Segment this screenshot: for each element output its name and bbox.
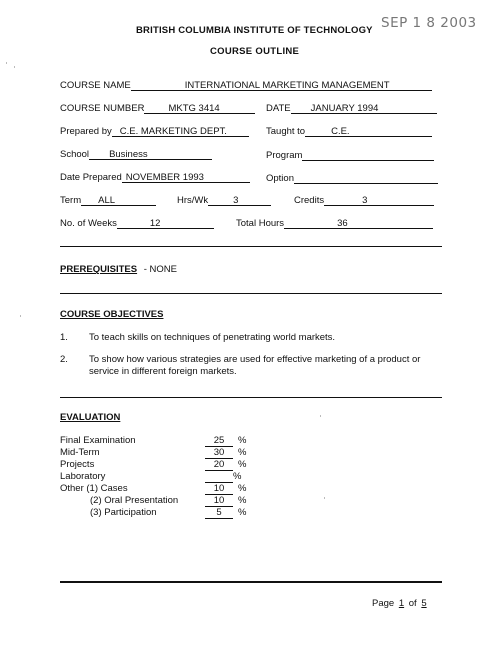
evaluation-value: 5 xyxy=(205,507,233,519)
program-label: Program xyxy=(266,150,303,161)
total-hours-label: Total Hours xyxy=(236,218,285,229)
date-prepared-row xyxy=(60,172,250,183)
page-total: 5 xyxy=(421,598,427,609)
institution-name: BRITISH COLUMBIA INSTITUTE OF TECHNOLOGY xyxy=(136,25,373,36)
taught-to-row xyxy=(266,126,432,137)
divider-4 xyxy=(60,581,442,583)
hrs-wk-row xyxy=(177,195,271,206)
evaluation-unit: % xyxy=(238,495,247,506)
objective-number: 2. xyxy=(60,354,68,365)
date-prepared-label: Date Prepared xyxy=(60,172,122,183)
evaluation-unit: % xyxy=(238,507,247,518)
date-prepared-value: NOVEMBER 1993 xyxy=(122,172,250,183)
divider-2 xyxy=(60,293,442,294)
option-row xyxy=(266,172,438,184)
date-stamp: SEP 1 8 2003 xyxy=(381,15,477,31)
term-label: Term xyxy=(60,195,82,206)
evaluation-value: 30 xyxy=(205,447,233,459)
objective-text: To show how various strategies are used for effective marketing of a product or service in different foreign markets. xyxy=(89,354,421,377)
objectives-heading: COURSE OBJECTIVES xyxy=(60,309,164,320)
objective-item xyxy=(60,332,68,343)
evaluation-heading: EVALUATION xyxy=(60,412,121,423)
total-hours-row xyxy=(236,218,433,229)
weeks-value: 12 xyxy=(117,218,214,229)
evaluation-unit: % xyxy=(238,459,247,470)
weeks-label: No. of Weeks xyxy=(60,218,117,229)
page-current: 1 xyxy=(398,598,405,609)
program-row xyxy=(266,149,434,161)
taught-to-label: Taught to xyxy=(266,126,306,137)
evaluation-label: Laboratory xyxy=(60,471,106,482)
evaluation-unit: % xyxy=(238,483,247,494)
prerequisites-value: - NONE xyxy=(143,264,177,275)
weeks-row xyxy=(60,218,214,229)
credits-row xyxy=(294,195,434,206)
evaluation-unit: % xyxy=(238,447,247,458)
prerequisites-row xyxy=(60,264,177,275)
term-value: ALL xyxy=(81,195,156,206)
scan-speck xyxy=(320,415,321,417)
course-number-value: MKTG 3414 xyxy=(144,103,255,114)
divider-3 xyxy=(60,397,442,398)
evaluation-label: (2) Oral Presentation xyxy=(90,495,179,506)
course-number-row xyxy=(60,103,255,114)
credits-label: Credits xyxy=(294,195,325,206)
prepared-by-value: C.E. MARKETING DEPT. xyxy=(112,126,249,137)
scan-speck xyxy=(6,62,7,64)
date-row xyxy=(266,103,437,114)
school-row xyxy=(60,149,212,160)
evaluation-label: Mid-Term xyxy=(60,447,100,458)
divider-1 xyxy=(60,246,442,247)
page-number xyxy=(372,598,427,609)
prerequisites-heading: PREREQUISITES xyxy=(60,264,138,275)
taught-to-value: C.E. xyxy=(305,126,432,137)
objective-number: 1. xyxy=(60,332,68,343)
course-name-value: INTERNATIONAL MARKETING MANAGEMENT xyxy=(131,80,432,91)
school-value: Business xyxy=(89,149,212,160)
document-title: COURSE OUTLINE xyxy=(210,46,300,57)
term-row xyxy=(60,195,156,206)
evaluation-value: 10 xyxy=(205,495,233,507)
evaluation-value xyxy=(205,471,233,483)
option-value xyxy=(294,172,438,184)
evaluation-unit: % xyxy=(233,471,242,482)
page-label: Page xyxy=(372,598,395,609)
scan-speck xyxy=(14,66,15,68)
course-name-label: COURSE NAME xyxy=(60,80,131,91)
evaluation-value: 10 xyxy=(205,483,233,495)
evaluation-label: Final Examination xyxy=(60,435,136,446)
evaluation-unit: % xyxy=(238,435,247,446)
evaluation-label: Projects xyxy=(60,459,95,470)
course-name-row xyxy=(60,80,432,91)
scan-speck xyxy=(324,497,325,499)
scan-speck xyxy=(20,315,21,317)
evaluation-value: 20 xyxy=(205,459,233,471)
course-number-label: COURSE NUMBER xyxy=(60,103,145,114)
objective-item xyxy=(60,354,68,365)
evaluation-label: (3) Participation xyxy=(90,507,157,518)
option-label: Option xyxy=(266,173,294,184)
page-of-label: of xyxy=(408,598,417,609)
evaluation-label: Other (1) Cases xyxy=(60,483,128,494)
credits-value: 3 xyxy=(324,195,434,206)
date-label: DATE xyxy=(266,103,291,114)
hrs-wk-value: 3 xyxy=(208,195,271,206)
objective-text: To teach skills on techniques of penetrating world markets. xyxy=(89,332,336,343)
total-hours-value: 36 xyxy=(284,218,433,229)
school-label: School xyxy=(60,149,90,160)
date-value: JANUARY 1994 xyxy=(291,103,437,114)
evaluation-value: 25 xyxy=(205,435,233,447)
prepared-by-row xyxy=(60,126,249,137)
prepared-by-label: Prepared by xyxy=(60,126,112,137)
program-value xyxy=(302,149,434,161)
hrs-wk-label: Hrs/Wk xyxy=(177,195,209,206)
